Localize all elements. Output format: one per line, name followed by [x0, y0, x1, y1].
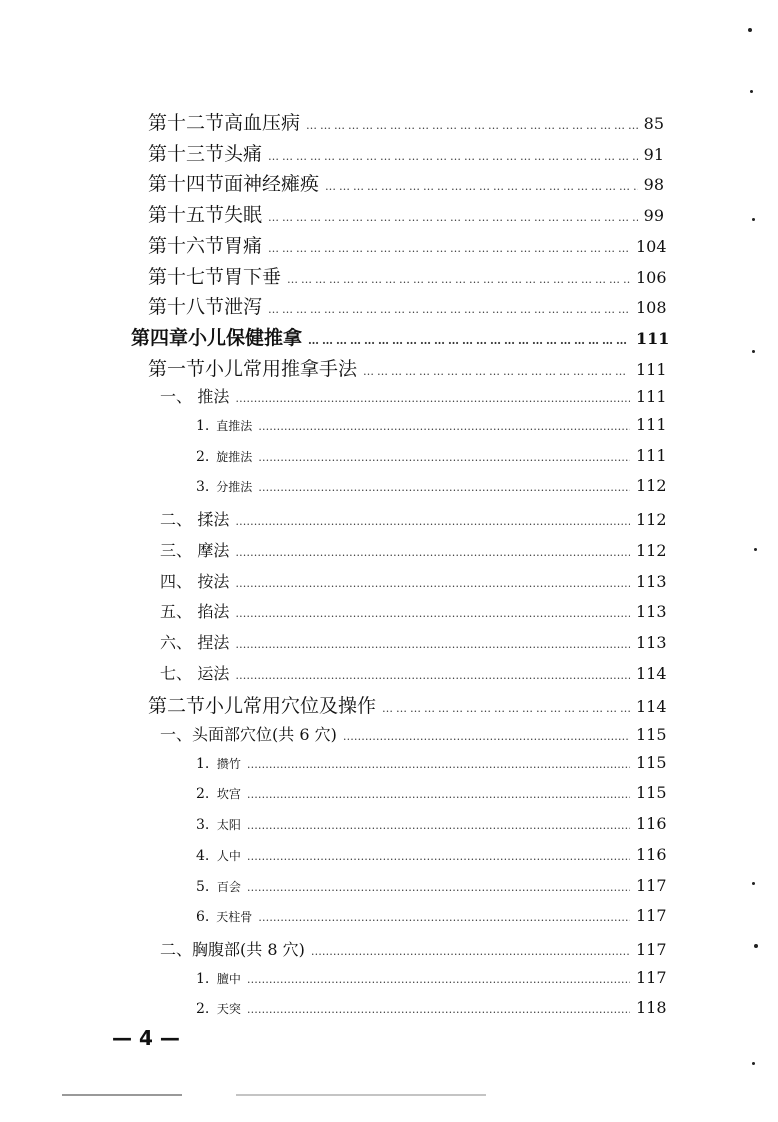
- toc-entry: [148, 139, 664, 166]
- scan-speck: [748, 28, 752, 32]
- scan-speck: [754, 548, 757, 551]
- toc-entry-title: 胃痛: [224, 235, 263, 257]
- toc-entry: [148, 231, 667, 258]
- toc-entry-title: 百会: [216, 880, 241, 894]
- toc-entry-title: 攒竹: [216, 757, 241, 771]
- toc-entry: [160, 937, 667, 960]
- toc-entry-title: 旋推法: [216, 450, 253, 464]
- toc-entry: [160, 384, 667, 407]
- toc-entry-number: 2.: [196, 449, 210, 465]
- toc-entry-title: 摩法: [197, 541, 230, 560]
- scan-line: [62, 1094, 182, 1096]
- toc-entry-number: 二、: [160, 510, 193, 529]
- toc-entry-number: 第十六节: [148, 235, 225, 257]
- toc-entry-page: 99: [643, 206, 664, 225]
- toc-entry: [160, 569, 667, 592]
- dot-leader: [247, 788, 630, 801]
- toc-entry-number: 1.: [196, 418, 210, 434]
- toc-entry: [160, 538, 667, 561]
- toc-entry-title: 天柱骨: [216, 910, 253, 924]
- scan-speck: [750, 90, 753, 93]
- toc-entry-page: 115: [636, 783, 667, 802]
- toc-entry-title: 太阳: [216, 818, 241, 832]
- toc-entry-number: 一、: [160, 387, 193, 406]
- toc-entry-title: 高血压病: [224, 112, 301, 134]
- scan-speck: [752, 1062, 755, 1065]
- toc-entry-title: 分推法: [216, 480, 253, 494]
- scan-speck: [752, 882, 755, 885]
- toc-entry-page: 117: [636, 906, 667, 925]
- toc-entry-page: 114: [636, 664, 667, 683]
- toc-entry: [196, 968, 667, 987]
- dot-leader: [235, 577, 630, 590]
- toc-entry-title: 小儿常用穴位及操作: [205, 695, 377, 717]
- toc-entry-title: 面神经瘫痪: [224, 173, 320, 195]
- toc-entry-number: 2.: [196, 1001, 210, 1017]
- toc-entry-page: 113: [636, 572, 667, 591]
- dot-leader: [235, 392, 630, 405]
- toc-entry-number: 第十八节: [148, 296, 225, 318]
- toc-entry-page: 117: [636, 968, 667, 987]
- toc-entry-page: 113: [636, 633, 667, 652]
- toc-entry-title: 小儿保健推拿: [188, 327, 303, 349]
- dot-leader: [308, 334, 630, 347]
- toc-entry-number: 第十四节: [148, 173, 225, 195]
- toc-entry: [148, 262, 667, 289]
- dot-leader: [247, 973, 630, 986]
- toc-entry-page: 114: [636, 697, 667, 716]
- toc-entry-title: 泄泻: [224, 296, 263, 318]
- toc-entry-page: 111: [636, 360, 667, 379]
- toc-entry: [196, 814, 667, 833]
- toc-entry-number: 一、: [160, 725, 193, 744]
- toc-entry-number: 1.: [196, 756, 210, 772]
- dot-leader: [311, 945, 630, 958]
- toc-entry-number: 六、: [160, 633, 193, 652]
- toc-entry-number: 第十二节: [148, 112, 225, 134]
- dot-leader: [382, 702, 630, 715]
- toc-entry-number: 第四章: [131, 327, 189, 349]
- toc-entry-number: 第一节: [148, 358, 206, 380]
- toc-entry-number: 3.: [196, 817, 210, 833]
- toc-entry-page: 115: [636, 725, 667, 744]
- toc-entry-number: 四、: [160, 572, 193, 591]
- toc-entry: [131, 323, 670, 350]
- dot-leader: [268, 211, 638, 224]
- toc-entry: [148, 292, 667, 319]
- toc-entry-page: 113: [636, 602, 667, 621]
- toc-entry-page: 91: [643, 145, 664, 164]
- toc-entry-title: 胃下垂: [224, 266, 282, 288]
- dot-leader: [306, 119, 638, 132]
- toc-entry: [196, 876, 667, 895]
- dot-leader: [287, 273, 630, 286]
- toc-entry-page: 108: [636, 298, 667, 317]
- toc-entry-number: 七、: [160, 664, 193, 683]
- toc-entry-number: 1.: [196, 971, 210, 987]
- toc-entry-title: 捏法: [197, 633, 230, 652]
- toc-entry: [160, 722, 667, 745]
- toc-entry-number: 5.: [196, 879, 210, 895]
- toc-entry: [148, 169, 664, 196]
- dot-leader: [235, 515, 630, 528]
- scan-line: [236, 1094, 486, 1096]
- toc-entry-page: 117: [636, 940, 667, 959]
- toc-entry: [196, 783, 667, 802]
- toc-entry-number: 三、: [160, 541, 193, 560]
- dot-leader: [258, 481, 630, 494]
- toc-entry: [196, 476, 667, 495]
- page-number: — 4 —: [112, 1026, 180, 1050]
- dot-leader: [235, 638, 630, 651]
- toc-entry-page: 111: [636, 446, 667, 465]
- dot-leader: [268, 242, 630, 255]
- dot-leader: [247, 819, 630, 832]
- toc-entry-number: 二、: [160, 940, 193, 959]
- toc-entry: [148, 354, 667, 381]
- toc-entry-number: 第十三节: [148, 143, 225, 165]
- toc-entry: [160, 507, 667, 530]
- toc-entry-title: 坎宫: [216, 787, 241, 801]
- dot-leader: [247, 850, 630, 863]
- toc-entry-title: 运法: [197, 664, 230, 683]
- dot-leader: [363, 365, 630, 378]
- toc-entry-page: 85: [643, 114, 664, 133]
- toc-entry-title: 小儿常用推拿手法: [205, 358, 358, 380]
- toc-entry: [196, 446, 667, 465]
- toc-entry: [148, 200, 664, 227]
- toc-entry-title: 膻中: [216, 972, 241, 986]
- toc-entry: [160, 630, 667, 653]
- toc-entry: [196, 415, 667, 434]
- dot-leader: [247, 758, 630, 771]
- toc-entry-number: 第十七节: [148, 266, 225, 288]
- dot-leader: [343, 730, 630, 743]
- toc-entry: [160, 599, 667, 622]
- toc-entry: [196, 845, 667, 864]
- toc-entry: [196, 753, 667, 772]
- dot-leader: [258, 420, 630, 433]
- toc-entry: [148, 691, 667, 718]
- dot-leader: [325, 180, 638, 193]
- scan-speck: [752, 350, 755, 353]
- toc-entry-page: 106: [636, 268, 667, 287]
- toc-entry-page: 112: [636, 541, 667, 560]
- toc-entry-page: 116: [636, 845, 667, 864]
- toc-entry-title: 天突: [216, 1002, 241, 1016]
- toc-entry-title: 直推法: [216, 419, 253, 433]
- toc-entry-page: 112: [636, 510, 667, 529]
- toc-entry-number: 第十五节: [148, 204, 225, 226]
- toc-entry-title: 头痛: [224, 143, 263, 165]
- dot-leader: [247, 1003, 630, 1016]
- toc-entry-page: 116: [636, 814, 667, 833]
- dot-leader: [268, 150, 638, 163]
- dot-leader: [235, 607, 630, 620]
- toc-entry-title: 推法: [197, 387, 230, 406]
- dot-leader: [247, 881, 630, 894]
- toc-entry-number: 五、: [160, 602, 193, 621]
- scan-speck: [754, 944, 758, 948]
- toc-entry-number: 2.: [196, 786, 210, 802]
- toc-entry: [196, 906, 667, 925]
- toc-entry-title: 掐法: [197, 602, 230, 621]
- toc-entry-page: 98: [643, 175, 664, 194]
- dot-leader: [258, 911, 630, 924]
- dot-leader: [235, 669, 630, 682]
- toc-entry-page: 118: [636, 998, 667, 1017]
- toc-entry-number: 4.: [196, 848, 210, 864]
- toc-entry-number: 3.: [196, 479, 210, 495]
- toc-entry-page: 111: [636, 387, 667, 406]
- toc-entry-title: 头面部穴位(共 6 穴): [192, 725, 337, 744]
- toc-entry-title: 揉法: [197, 510, 230, 529]
- toc-entry-page: 104: [636, 237, 667, 256]
- scan-speck: [752, 218, 755, 221]
- dot-leader: [235, 546, 630, 559]
- toc-entry-page: 111: [636, 415, 667, 434]
- toc-entry-page: 115: [636, 753, 667, 772]
- toc-entry: [148, 108, 664, 135]
- toc-entry-page: 117: [636, 876, 667, 895]
- toc-entry: [160, 661, 667, 684]
- toc-entry-title: 按法: [197, 572, 230, 591]
- toc-entry-title: 人中: [216, 849, 241, 863]
- toc-entry-number: 6.: [196, 909, 210, 925]
- toc-entry-number: 第二节: [148, 695, 206, 717]
- dot-leader: [258, 451, 630, 464]
- toc-entry-page: 112: [636, 476, 667, 495]
- toc-entry-title: 胸腹部(共 8 穴): [192, 940, 305, 959]
- toc-entry-page: 111: [636, 329, 670, 348]
- toc-entry: [196, 998, 667, 1017]
- dot-leader: [268, 303, 630, 316]
- toc-entry-title: 失眠: [224, 204, 263, 226]
